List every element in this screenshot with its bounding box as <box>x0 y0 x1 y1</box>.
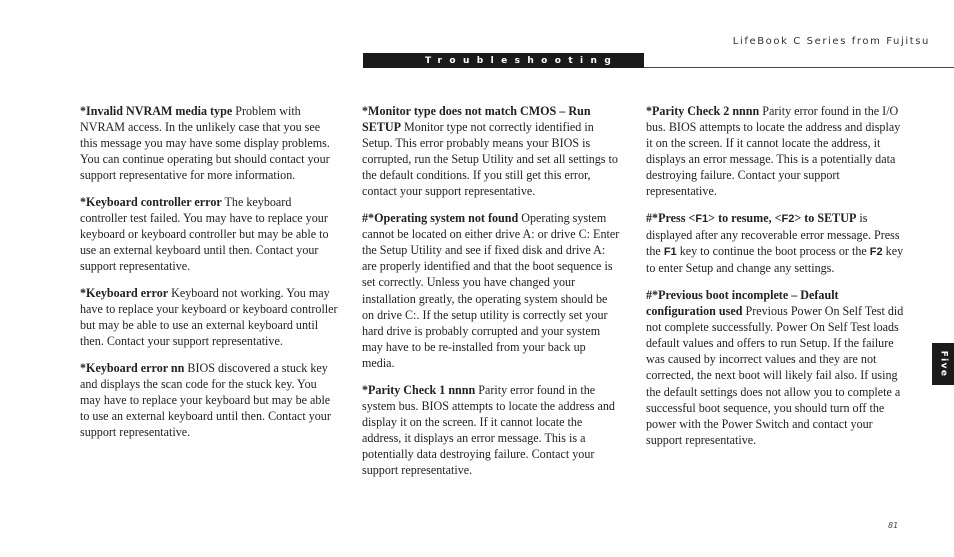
page-number: 81 <box>888 521 899 530</box>
error-entry: *Parity Check 2 nnnn Parity error found in the I/O bus. BIOS attempts to locate the address and display it on the screen. If it cannot locate the address, it displays an error message. This is a potentially data destroying failure. Contact your support representative. <box>646 104 901 199</box>
error-entry: #*Previous boot incomplete – Default configuration used Previous Power On Self Test did not complete successfully. Power On Self Test loads default values and offers to run Setup. If the failure was caused by incorrect values and they are not corrected, the next boot will likely fail also. If using the default settings does not allow you to complete a successful boot sequence, you should turn off the power with the Power Switch and contact your support representative. <box>646 287 904 447</box>
error-entry: *Keyboard controller error The keyboard controller test failed. You may have to replace your keyboard or keyboard controller but may be able to use an external keyboard until then. Contact your support representative. <box>80 194 329 274</box>
f1-key: F1 <box>663 246 677 259</box>
error-entry: #*Operating system not found Operating system cannot be located on either drive A: or drive C: Enter the Setup Utility and see if fixed disk and drive A: are properly identified and that the boot sequence is set correctly. Unless you have changed your installation greatly, the operating system should be on drive C:. If the setup utility is correctly set your hard drive is probably corrupted and your system may have to be re-installed from your back up media. <box>362 211 620 370</box>
column-1 <box>80 103 338 451</box>
error-entry: *Invalid NVRAM media type Problem with NVRAM access. In the unlikely case that you see this message you may have some display problems. You can continue operating but should contact your support representative for more information. <box>80 104 330 183</box>
error-entry: *Keyboard error Keyboard not working. You may have to replace your keyboard or keyboard controller but may be able to use an external keyboard until then. Contact your support representative. <box>80 285 338 349</box>
header-rule <box>644 67 954 68</box>
error-entry: *Keyboard error nn BIOS discovered a stuck key and displays the scan code for the stuck key. You may have to replace your keyboard but may be able to use an external keyboard until then. Contact your support representative. <box>80 360 331 440</box>
f2-key: F2 <box>869 246 883 259</box>
error-entry: *Parity Check 1 nnnn Parity error found in the system bus. BIOS attempts to locate the address and display it on the screen. If it cannot locate the address, it displays an error message. This is a potentially data destroying failure. Contact your support representative. <box>362 382 615 477</box>
error-entry: *Monitor type does not match CMOS – Run SETUP Monitor type not correctly identified in Setup. This error probably means your BIOS is corrupted, run the Setup Utility and set all settings to the default conditions. If you still get this error, contact your support representative. <box>362 104 618 199</box>
header-series-title: LifeBook C Series from Fujitsu <box>732 36 930 47</box>
f2-key: F2 <box>781 213 795 226</box>
column-2 <box>362 103 620 489</box>
section-title: Troubleshooting <box>425 55 619 66</box>
f1-key: F1 <box>695 213 709 226</box>
section-bar <box>363 53 644 68</box>
chapter-side-tab-label: Five <box>938 350 948 378</box>
column-3 <box>646 103 904 458</box>
chapter-side-tab <box>932 343 954 385</box>
error-entry-f1-f2: #*Press <F1> to resume, <F2> to SETUP is displayed after any recoverable error message. Press the F1 key to continue the boot process or the F2 key to enter Setup and change any settings. <box>646 211 904 276</box>
